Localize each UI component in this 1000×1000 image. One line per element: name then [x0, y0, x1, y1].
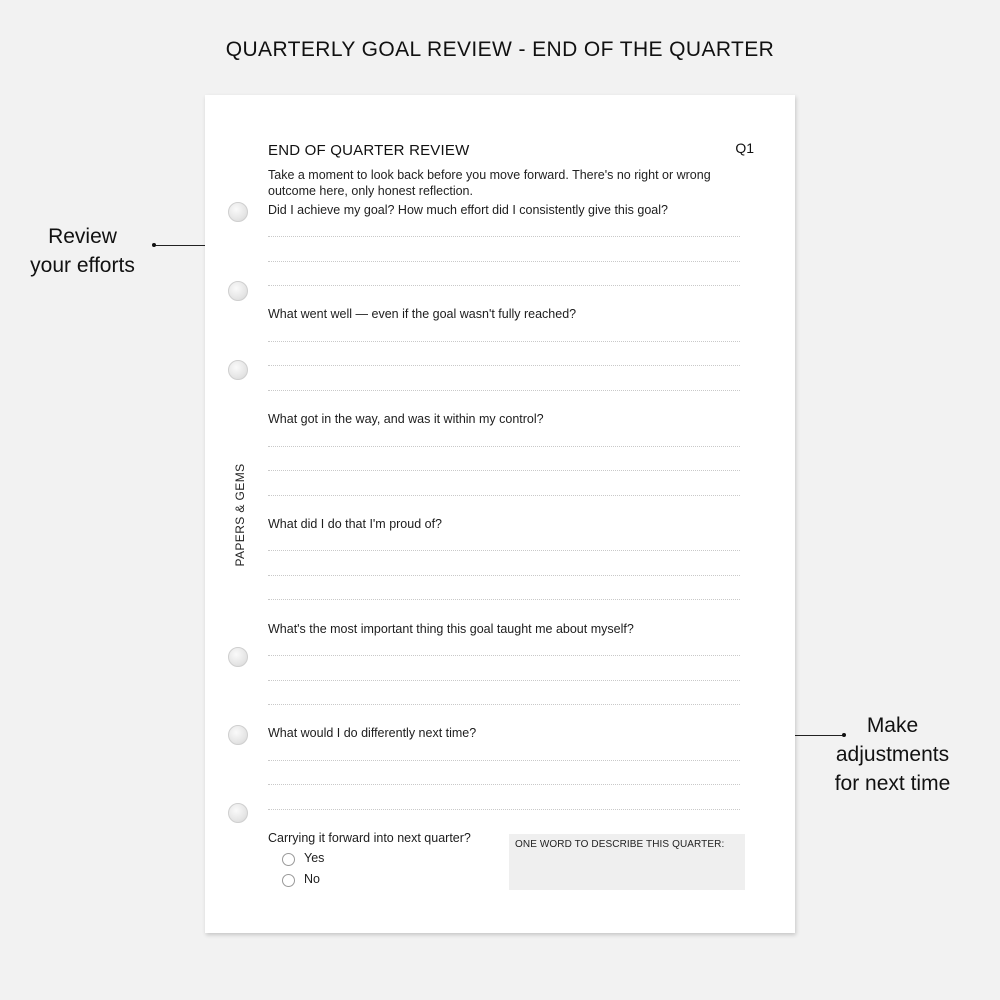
- answer-line-2a[interactable]: [268, 341, 740, 342]
- ring-hole: [228, 647, 248, 667]
- page-heading: END OF QUARTER REVIEW: [268, 142, 470, 159]
- radio-yes-label: Yes: [304, 851, 325, 865]
- answer-line-2b[interactable]: [268, 365, 740, 366]
- question-3: What got in the way, and was it within my control?: [268, 412, 544, 426]
- callout-left-dot-start: [152, 243, 156, 247]
- callout-right-text: Make adjustments for next time: [834, 714, 951, 795]
- one-word-label: ONE WORD TO DESCRIBE THIS QUARTER:: [515, 839, 725, 850]
- answer-line-6a[interactable]: [268, 760, 740, 761]
- answer-line-1b[interactable]: [268, 261, 740, 262]
- answer-line-4b[interactable]: [268, 575, 740, 576]
- quarter-tag: Q1: [735, 140, 754, 156]
- main-title: QUARTERLY GOAL REVIEW - END OF THE QUARTER: [225, 38, 775, 61]
- intro-text: Take a moment to look back before you move forward. There's no right or wrong outcome here, only honest reflection.: [268, 168, 711, 198]
- answer-line-1c[interactable]: [268, 285, 740, 286]
- answer-line-5a[interactable]: [268, 655, 740, 656]
- answer-line-4a[interactable]: [268, 550, 740, 551]
- answer-line-4c[interactable]: [268, 599, 740, 600]
- answer-line-5c[interactable]: [268, 704, 740, 705]
- radio-no-circle[interactable]: [282, 874, 295, 887]
- planner-page: [205, 95, 795, 933]
- radio-no-label: No: [304, 872, 320, 886]
- answer-line-3b[interactable]: [268, 470, 740, 471]
- carry-forward-question: Carrying it forward into next quarter?: [268, 831, 471, 845]
- question-4: What did I do that I'm proud of?: [268, 517, 443, 531]
- question-6: What would I do differently next time?: [268, 726, 477, 740]
- callout-make-adjustments: [810, 711, 975, 798]
- brand-text: PAPERS & GEMS: [233, 463, 247, 567]
- answer-line-1a[interactable]: [268, 236, 740, 237]
- one-word-box[interactable]: [509, 834, 745, 890]
- radio-yes-circle[interactable]: [282, 853, 295, 866]
- question-1: Did I achieve my goal? How much effort did I consistently give this goal?: [268, 203, 668, 217]
- answer-line-6c[interactable]: [268, 809, 740, 810]
- answer-line-2c[interactable]: [268, 390, 740, 391]
- callout-review-efforts: [10, 222, 155, 280]
- answer-line-5b[interactable]: [268, 680, 740, 681]
- ring-hole: [228, 803, 248, 823]
- question-2: What went well — even if the goal wasn't fully reached?: [268, 307, 577, 321]
- answer-line-3c[interactable]: [268, 495, 740, 496]
- question-5: What's the most important thing this goal taught me about myself?: [268, 622, 634, 636]
- callout-left-text: Review your efforts: [30, 225, 135, 277]
- answer-line-3a[interactable]: [268, 446, 740, 447]
- ring-hole: [228, 281, 248, 301]
- ring-hole: [228, 360, 248, 380]
- ring-hole: [228, 725, 248, 745]
- answer-line-6b[interactable]: [268, 784, 740, 785]
- callout-right-dot-end: [842, 733, 846, 737]
- ring-hole: [228, 202, 248, 222]
